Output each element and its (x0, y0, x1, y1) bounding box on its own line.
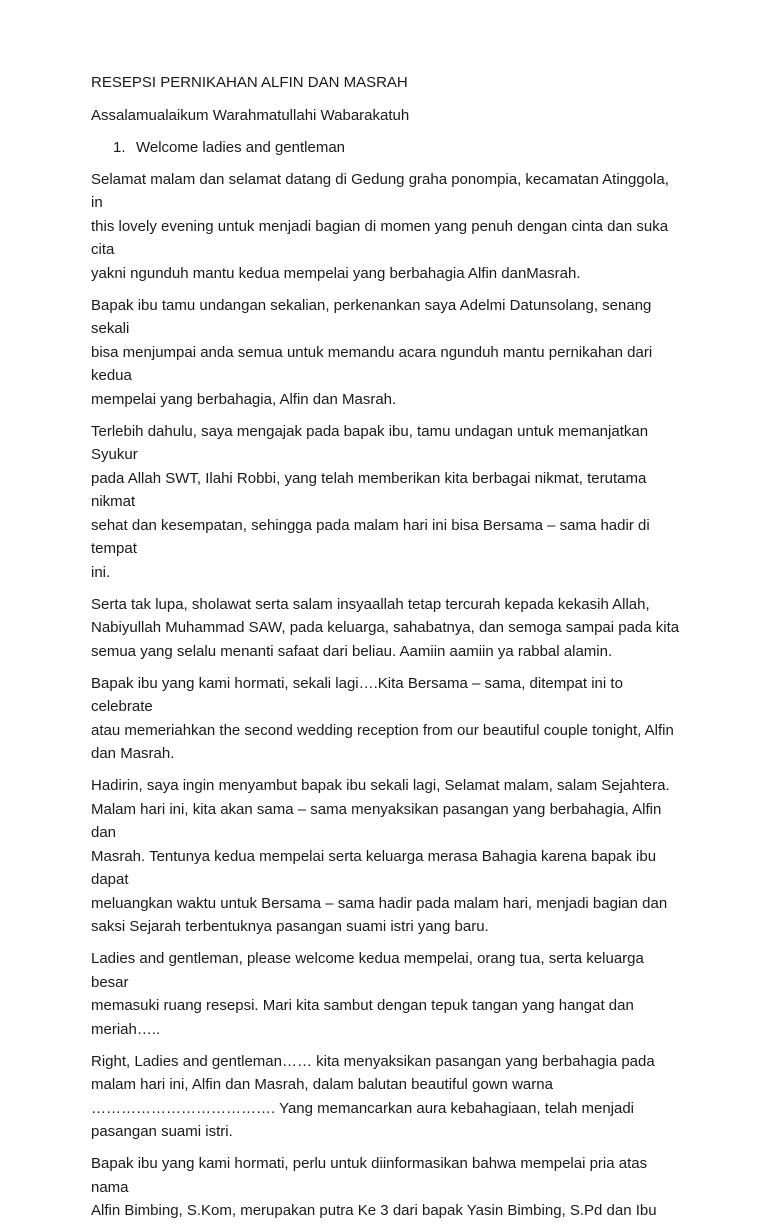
paragraph-line: Right, Ladies and gentleman…… kita menyaksikan pasangan yang berbahagia pada (91, 1052, 655, 1070)
paragraph-line: meriah….. (91, 1020, 161, 1038)
paragraph-line: Masrah. Tentunya kedua mempelai serta keluarga merasa Bahagia karena bapak ibu dapat (91, 847, 657, 888)
paragraph-line: Alfin Bimbing, S.Kom, merupakan putra Ke 3 dari bapak Yasin Bimbing, S.Pd dan Ibu (91, 1202, 657, 1219)
paragraph-line: Ladies and gentleman, please welcome kedua mempelai, orang tua, serta keluarga besar (91, 950, 644, 991)
body-paragraph (91, 1050, 683, 1144)
paragraph-line: meluangkan waktu untuk Bersama – sama hadir pada malam hari, menjadi bagian dan (91, 894, 668, 912)
paragraph-line: Terlebih dahulu, saya mengajak pada bapak ibu, tamu undagan untuk memanjatkan Syukur (91, 422, 649, 463)
paragraph-line: ………………………………. Yang memancarkan aura kebahagiaan, telah menjadi (91, 1099, 635, 1117)
paragraph-line: Malam hari ini, kita akan sama – sama menyaksikan pasangan yang berbahagia, Alfin dan (91, 800, 662, 841)
greeting-line: Assalamualaikum Warahmatullahi Wabarakatuh (91, 106, 410, 124)
paragraph-line: Nabiyullah Muhammad SAW, pada keluarga, sahabatnya, dan semoga sampai pada kita (91, 619, 680, 636)
paragraph-line: Hadirin, saya ingin menyambut bapak ibu sekali lagi, Selamat malam, salam Sejahtera. (91, 777, 670, 794)
body-paragraph (91, 947, 683, 1041)
body-paragraph (91, 294, 683, 412)
paragraph-line: pasangan suami istri. (91, 1123, 233, 1140)
body-paragraph (91, 1152, 683, 1223)
paragraph-line: ini. (91, 563, 111, 581)
paragraph-line: atau memeriahkan the second wedding reception from our beautiful couple tonight, Alfin (91, 721, 674, 739)
paragraph-line: malam hari ini, Alfin dan Masrah, dalam balutan beautiful gown warna (91, 1076, 553, 1093)
paragraph-line: Bapak ibu yang kami hormati, sekali lagi….Kita Bersama – sama, ditempat ini to celebrate (91, 674, 623, 715)
paragraph-line: this lovely evening untuk menjadi bagian di momen yang penuh dengan cinta dan suka cita (91, 217, 669, 258)
paragraph-line: Bapak ibu tamu undangan sekalian, perkenankan saya Adelmi Datunsolang, senang sekali (91, 296, 652, 337)
numbered-list-item (91, 136, 683, 160)
document-body (91, 71, 683, 1231)
paragraph-line: dan Masrah. (91, 745, 175, 762)
paragraph-line: saksi Sejarah terbentuknya pasangan suami istri yang baru. (91, 918, 489, 935)
body-paragraph (91, 593, 683, 664)
paragraph-line: Selamat malam dan selamat datang di Gedung graha ponompia, kecamatan Atinggola, in (91, 170, 669, 211)
paragraph-line: Serta tak lupa, sholawat serta salam insyaallah tetap tercurah kepada kekasih Allah, (91, 595, 650, 613)
paragraph-line: memasuki ruang resepsi. Mari kita sambut dengan tepuk tangan yang hangat dan (91, 997, 634, 1014)
body-paragraph (91, 672, 683, 766)
list-item-text: Welcome ladies and gentleman (136, 139, 346, 156)
document-title: RESEPSI PERNIKAHAN ALFIN DAN MASRAH (91, 74, 408, 91)
paragraph-line: semua yang selalu menanti safaat dari beliau. Aamiin aamiin ya rabbal alamin. (91, 642, 613, 660)
body-paragraph (91, 168, 683, 286)
paragraph-line: sehat dan kesempatan, sehingga pada malam hari ini bisa Bersama – sama hadir di tempat (91, 516, 650, 557)
paragraph-line: yakni ngunduh mantu kedua mempelai yang berbahagia Alfin danMasrah. (91, 264, 581, 282)
paragraph-line: bisa menjumpai anda semua untuk memandu acara ngunduh mantu pernikahan dari kedua (91, 343, 653, 384)
paragraph-group (91, 168, 683, 1223)
list-item-number: 1. (113, 139, 126, 156)
paragraph-line: pada Allah SWT, Ilahi Robbi, yang telah memberikan kita berbagai nikmat, terutama nikmat (91, 469, 647, 510)
paragraph-line: Bapak ibu yang kami hormati, perlu untuk diinformasikan bahwa mempelai pria atas nama (91, 1155, 648, 1196)
body-paragraph (91, 420, 683, 585)
body-paragraph (91, 774, 683, 939)
paragraph-line: mempelai yang berbahagia, Alfin dan Masrah. (91, 390, 397, 408)
